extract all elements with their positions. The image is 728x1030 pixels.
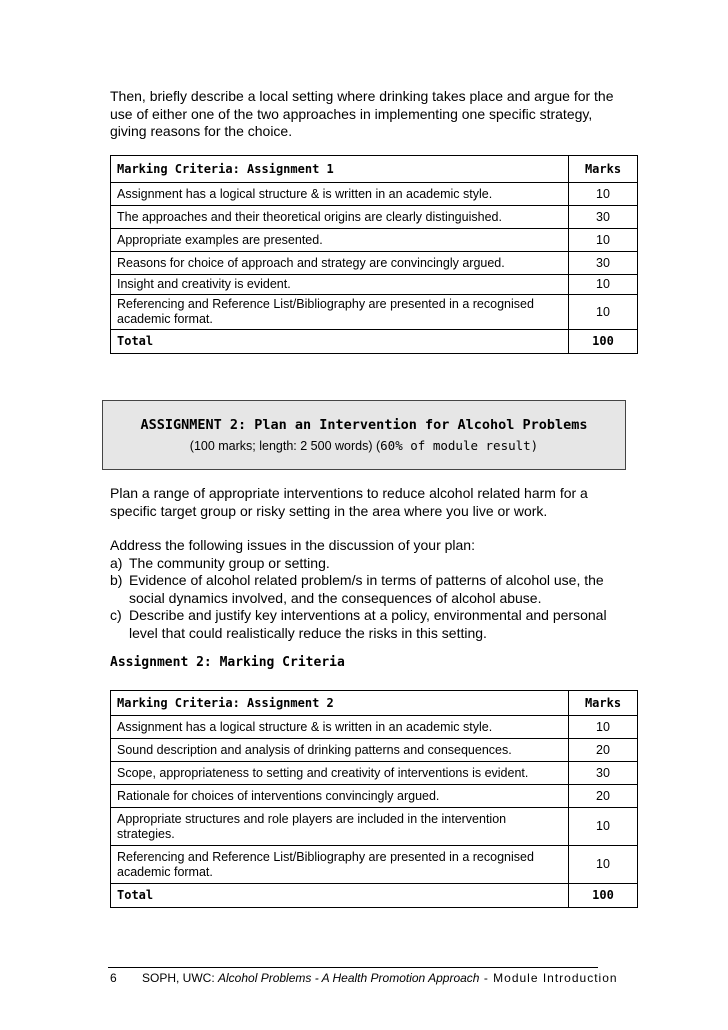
marks-cell: 10 bbox=[569, 183, 638, 206]
marks-cell: 10 bbox=[569, 716, 638, 739]
assignment-2-title-box bbox=[102, 400, 626, 470]
list-key: a) bbox=[110, 554, 123, 571]
criteria-cell: Referencing and Reference List/Bibliography are presented in a recognised academic format. bbox=[111, 295, 569, 330]
assignment-2-subtitle bbox=[103, 438, 625, 453]
footer-title: Alcohol Problems - A Health Promotion Approach bbox=[218, 971, 480, 985]
footer-prefix: SOPH, UWC: bbox=[142, 971, 219, 985]
total-label: Total bbox=[111, 330, 569, 354]
table-header-row bbox=[111, 156, 638, 183]
table-row bbox=[111, 762, 638, 785]
marks-cell: 30 bbox=[569, 762, 638, 785]
list-item bbox=[110, 572, 630, 607]
intro-paragraph: Then, briefly describe a local setting where drinking takes place and argue for the use of either one of the two approaches in implementing one specific strategy, giving reasons for the choice. bbox=[110, 88, 614, 139]
list-key: b) bbox=[110, 572, 123, 588]
table-row bbox=[111, 183, 638, 206]
table-row bbox=[111, 846, 638, 884]
issues-block bbox=[110, 537, 630, 642]
table-row bbox=[111, 206, 638, 229]
marks-header: Marks bbox=[569, 156, 638, 183]
footer-divider bbox=[108, 967, 598, 968]
criteria-cell: Sound description and analysis of drinking patterns and consequences. bbox=[111, 739, 569, 762]
marks-cell: 10 bbox=[569, 808, 638, 846]
list-item bbox=[110, 607, 630, 642]
table-row bbox=[111, 229, 638, 252]
marks-cell: 20 bbox=[569, 785, 638, 808]
table-header-row bbox=[111, 691, 638, 716]
table-row bbox=[111, 275, 638, 295]
criteria-cell: Reasons for choice of approach and strategy are convincingly argued. bbox=[111, 252, 569, 275]
criteria-cell: Scope, appropriateness to setting and creativity of interventions is evident. bbox=[111, 762, 569, 785]
criteria-cell: Rationale for choices of interventions convincingly argued. bbox=[111, 785, 569, 808]
marks-cell: 10 bbox=[569, 275, 638, 295]
page-number: 6 bbox=[110, 971, 117, 985]
criteria-cell: The approaches and their theoretical origins are clearly distinguished. bbox=[111, 206, 569, 229]
issues-list bbox=[110, 555, 630, 643]
list-text: Evidence of alcohol related problem/s in terms of patterns of alcohol use, the social dynamics involved, and the consequences of alcohol abuse. bbox=[129, 572, 604, 606]
plan-paragraph: Plan a range of appropriate interventions to reduce alcohol related harm for a specific target group or risky setting in the area where you live or work. bbox=[110, 485, 588, 519]
marks-cell: 10 bbox=[569, 229, 638, 252]
criteria-cell: Insight and creativity is evident. bbox=[111, 275, 569, 295]
criteria-cell: Assignment has a logical structure & is written in an academic style. bbox=[111, 716, 569, 739]
marks-cell: 10 bbox=[569, 846, 638, 884]
marks-cell: 10 bbox=[569, 295, 638, 330]
marking-table-assignment-1 bbox=[110, 155, 638, 354]
page-footer bbox=[110, 971, 618, 985]
criteria-header: Marking Criteria: Assignment 1 bbox=[111, 156, 569, 183]
list-key: c) bbox=[110, 607, 122, 623]
address-intro: Address the following issues in the discussion of your plan: bbox=[110, 537, 475, 553]
table-row bbox=[111, 739, 638, 762]
criteria-cell: Appropriate examples are presented. bbox=[111, 229, 569, 252]
table-total-row bbox=[111, 884, 638, 908]
criteria-cell: Appropriate structures and role players are included in the intervention strategies. bbox=[111, 808, 569, 846]
table-row bbox=[111, 295, 638, 330]
criteria-cell: Assignment has a logical structure & is written in an academic style. bbox=[111, 183, 569, 206]
section-heading: Assignment 2: Marking Criteria bbox=[110, 655, 345, 670]
footer-suffix: - Module Introduction bbox=[479, 971, 618, 985]
marking-table-assignment-2 bbox=[110, 690, 638, 908]
marks-cell: 20 bbox=[569, 739, 638, 762]
criteria-header: Marking Criteria: Assignment 2 bbox=[111, 691, 569, 716]
table-total-row bbox=[111, 330, 638, 354]
total-label: Total bbox=[111, 884, 569, 908]
list-item bbox=[110, 555, 630, 573]
list-text: The community group or setting. bbox=[129, 554, 330, 571]
table-row bbox=[111, 252, 638, 275]
marks-header: Marks bbox=[569, 691, 638, 716]
list-text: Describe and justify key interventions at a policy, environmental and personal level that could realistically reduce the risks in this setting. bbox=[129, 607, 607, 641]
criteria-cell: Referencing and Reference List/Bibliography are presented in a recognised academic format. bbox=[111, 846, 569, 884]
table-row bbox=[111, 716, 638, 739]
total-marks: 100 bbox=[569, 884, 638, 908]
total-marks: 100 bbox=[569, 330, 638, 354]
marks-cell: 30 bbox=[569, 206, 638, 229]
assignment-2-title: ASSIGNMENT 2: Plan an Intervention for Alcohol Problems bbox=[140, 417, 588, 433]
table-row bbox=[111, 785, 638, 808]
subtitle-weight: 60% of module result) bbox=[380, 438, 539, 453]
marks-cell: 30 bbox=[569, 252, 638, 275]
table-row bbox=[111, 808, 638, 846]
subtitle-length: (100 marks; length: 2 500 words) ( bbox=[189, 439, 381, 453]
